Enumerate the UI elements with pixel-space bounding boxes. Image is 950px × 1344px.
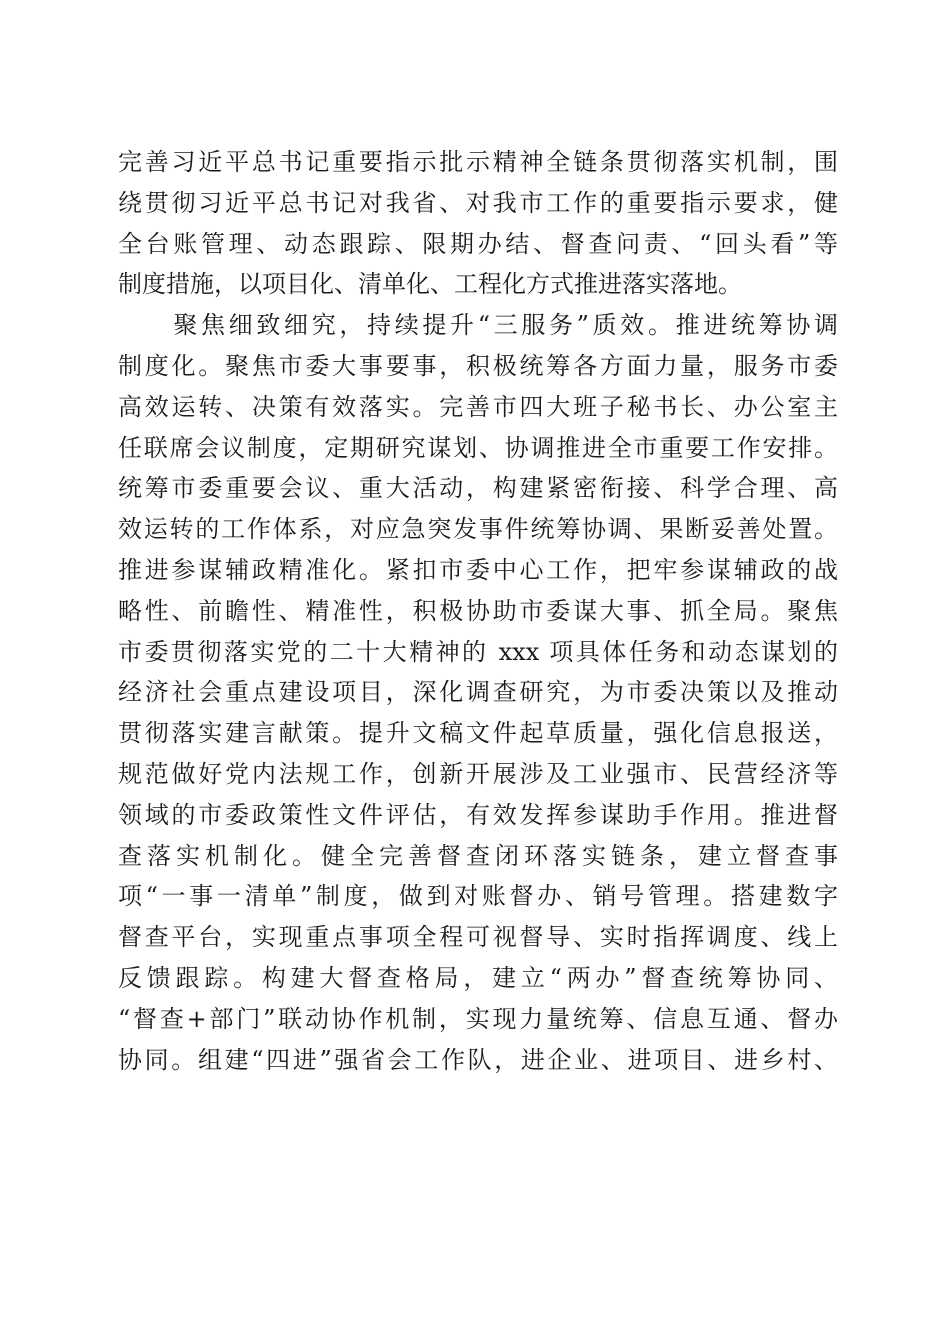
text-line: 聚焦细致细究，持续提升“三服务”质效。推进统筹协调 [118,311,838,340]
text-line: 效运转的工作体系，对应急突发事件统筹协调、果断妥善处置。 [118,515,838,544]
text-line: 绕贯彻习近平总书记对我省、对我市工作的重要指示要求，健 [118,188,838,217]
text-line: 反馈跟踪。构建大督查格局，建立“两办”督查统筹协同、 [118,963,838,992]
text-line: 全台账管理、动态跟踪、限期办结、督查问责、“回头看”等 [118,229,838,258]
text-line: “督查+部门”联动协作机制，实现力量统筹、信息互通、督办 [118,1004,838,1033]
text-line: 经济社会重点建设项目，深化调查研究，为市委决策以及推动 [118,678,838,707]
text-line: 制度化。聚焦市委大事要事，积极统筹各方面力量，服务市委 [118,351,838,380]
text-line: 查落实机制化。健全完善督查闭环落实链条，建立督查事 [118,841,838,870]
text-line: 领域的市委政策性文件评估，有效发挥参谋助手作用。推进督 [118,800,838,829]
body-text [118,142,838,1080]
text-line: 略性、前瞻性、精准性，积极协助市委谋大事、抓全局。聚焦 [118,596,838,625]
text-line: 制度措施，以项目化、清单化、工程化方式推进落实落地。 [118,270,742,299]
text-line: 统筹市委重要会议、重大活动，构建紧密衔接、科学合理、高 [118,474,838,503]
text-line: 市委贯彻落实党的二十大精神的 xxx 项具体任务和动态谋划的 [118,637,838,666]
text-line: 督查平台，实现重点事项全程可视督导、实时指挥调度、线上 [118,923,838,952]
text-line: 规范做好党内法规工作，创新开展涉及工业强市、民营经济等 [118,759,838,788]
text-line: 协同。组建“四进”强省会工作队，进企业、进项目、进乡村、 [118,1045,838,1074]
text-line: 高效运转、决策有效落实。完善市四大班子秘书长、办公室主 [118,392,838,421]
text-line: 贯彻落实建言献策。提升文稿文件起草质量，强化信息报送， [118,719,838,748]
text-line: 完善习近平总书记重要指示批示精神全链条贯彻落实机制，围 [118,148,838,176]
text-line: 任联席会议制度，定期研究谋划、协调推进全市重要工作安排。 [118,433,838,462]
text-line: 项“一事一清单”制度，做到对账督办、销号管理。搭建数字 [118,882,838,911]
text-line: 推进参谋辅政精准化。紧扣市委中心工作，把牢参谋辅政的战 [118,555,838,584]
